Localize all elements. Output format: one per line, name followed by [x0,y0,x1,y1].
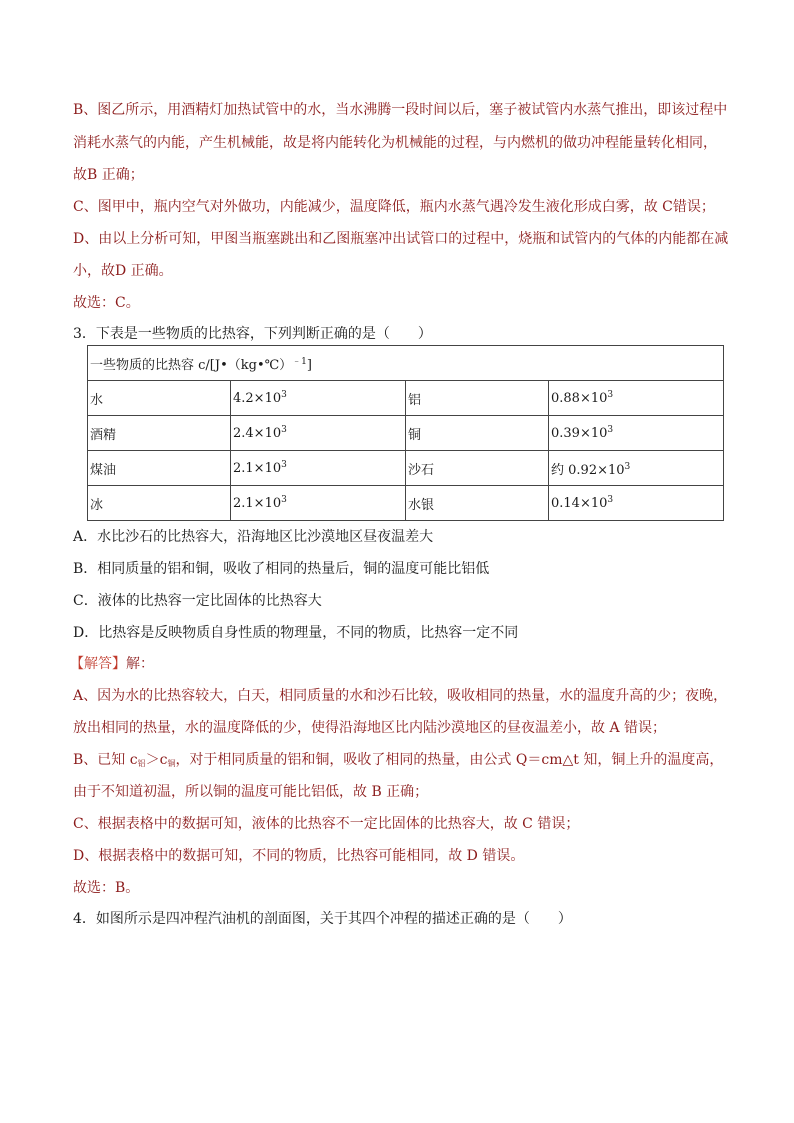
solution-suffix: 解： [126,656,154,672]
specific-heat-value: $2.1\times 10^3$ [231,486,406,521]
q3-solution-b-line2: 由于不知道初温，所以铜的温度可能比铝低，故 B 正确； [73,784,429,800]
specific-heat-value: $2.1\times 10^3$ [231,451,406,486]
table-row [88,416,724,451]
specific-heat-value: $2.4\times 10^3$ [231,416,406,451]
q2-explanation-d-line1: D、由以上分析可知，甲图当瓶塞跳出和乙图瓶塞冲出试管口的过程中，烧瓶和试管内的气体的内能都在减 [73,231,729,247]
specific-heat-value: $0.14\times 10^3$ [549,486,724,521]
table-title-row [88,346,724,381]
table-row [88,381,724,416]
substance-name: 沙石 [406,451,549,486]
substance-name: 铝 [406,381,549,416]
q3-solution-b-line1: B、已知 $c_铝>c_铜$，对于相同质量的铝和铜，吸收了相同的热量，由公式 Q＝cm△t 知，铜上升的温度高， [73,752,724,768]
specific-heat-table [87,345,724,521]
specific-heat-value: 约 $0.92\times 10^3$ [549,451,724,486]
q3-solution-c-line: C、根据表格中的数据可知，液体的比热容不一定比固体的比热容大，故 C 错误； [73,816,580,832]
q3-option-a: A．水比沙石的比热容大，沿海地区比沙漠地区昼夜温差大 [73,529,434,545]
q3-solution-heading [70,654,154,674]
substance-name: 水 [88,381,231,416]
specific-heat-value: $4.2\times 10^3$ [231,381,406,416]
q3-stem: 3．下表是一些物质的比热容，下列判断正确的是（ ） [73,326,432,342]
solution-label: 【解答】 [70,656,126,672]
q3-option-d: D．比热容是反映物质自身性质的物理量，不同的物质，比热容一定不同 [73,625,519,641]
table-title: 一些物质的比热容 c/[J•（kg•℃）$^{﹣1}$] [88,346,724,381]
substance-name: 水银 [406,486,549,521]
specific-heat-value: $0.39\times 10^3$ [549,416,724,451]
q3-solution-a-line1: A、因为水的比热容较大，白天，相同质量的水和沙石比较，吸收相同的热量，水的温度升高的少；夜晚， [73,688,728,704]
specific-heat-value: $0.88\times 10^3$ [549,381,724,416]
q2-explanation-b-line2: 消耗水蒸气的内能，产生机械能，故是将内能转化为机械能的过程，与内燃机的做功冲程能量转化相同， [73,135,717,151]
q2-explanation-b-line1: B、图乙所示，用酒精灯加热试管中的水，当水沸腾一段时间以后，塞子被试管内水蒸气推出，即该过程中 [73,102,728,118]
q2-answer: 故选：C。 [73,295,140,311]
substance-name: 煤油 [88,451,231,486]
q2-explanation-c-line: C、图甲中，瓶内空气对外做功，内能减少，温度降低，瓶内水蒸气遇冷发生液化形成白雾，故 C错误； [73,199,715,215]
q2-explanation-b-line3: 故B 正确； [73,167,144,183]
q2-explanation-d-line2: 小，故D 正确。 [73,263,173,279]
q3-option-b: B．相同质量的铝和铜，吸收了相同的热量后，铜的温度可能比铝低 [73,561,490,577]
substance-name: 酒精 [88,416,231,451]
q3-answer: 故选：B。 [73,880,140,896]
q4-stem: 4．如图所示是四冲程汽油机的剖面图，关于其四个冲程的描述正确的是（ ） [73,911,572,927]
substance-name: 铜 [406,416,549,451]
q3-option-c: C．液体的比热容一定比固体的比热容大 [73,593,322,609]
table-row [88,486,724,521]
table-row [88,451,724,486]
q3-solution-d-line: D、根据表格中的数据可知，不同的物质，比热容可能相同，故 D 错误。 [73,848,525,864]
q3-solution-a-line2: 放出相同的热量，水的温度降低的少，使得沿海地区比内陆沙漠地区的昼夜温差小，故 A 错误； [73,720,667,736]
substance-name: 冰 [88,486,231,521]
